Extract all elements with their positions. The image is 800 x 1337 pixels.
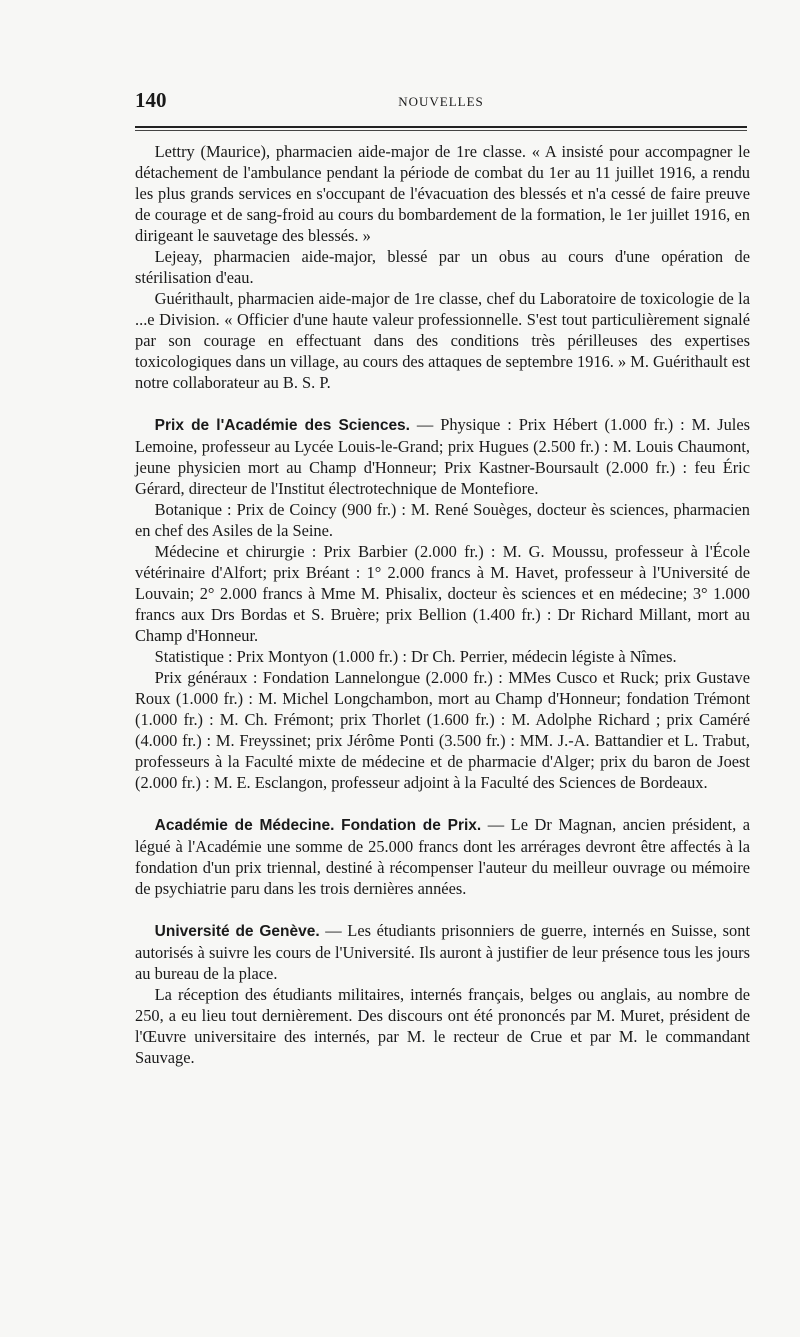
section-academie-sciences [135,414,750,499]
prize-botanique: Botanique : Prix de Coincy (900 fr.) : M. René Souèges, docteur ès sciences, pharmacien en chef des Asiles de la Seine. [135,500,750,540]
section-academie-medecine [135,814,750,899]
header-rule [135,126,747,128]
section-text: — Physique : Prix Hébert (1.000 fr.) : M. Jules Lemoine, professeur au Lycée Louis-le-Grand; prix Hugues (2.500 fr.) : M. Louis Chaumont, jeune physicien mort au Champ d'Honneur; Prix Kastner-Boursault (2.000 fr.) : feu Éric Gérard, directeur de l'Institut électrotechnique de Montefiore. [135,415,750,498]
page-number: 140 [135,88,167,112]
citation-guerithault: Guérithault, pharmacien aide-major de 1re classe, chef du Laboratoire de toxicologie de la ...e Division. « Officier d'une haute valeur professionnelle. S'est tout particulièrement signalé par son courage en effectuant dans des conditions très périlleuses des expertises toxicologiques dans un village, au cours des attaques de septembre 1916. » M. Guérithault est notre collaborateur au B. S. P. [135,289,750,392]
geneve-reception: La réception des étudiants militaires, internés français, belges ou anglais, au nombre de 250, a eu lieu tout dernièrement. Des discours ont été prononcés par M. Muret, président de l'Œuvre universitaire des internés, par M. le recteur de Crue et par M. le commandant Sauvage. [135,985,750,1067]
running-title: NOUVELLES [398,94,484,109]
header-rule-thin [135,130,747,131]
section-title: Prix de l'Académie des Sciences. [154,417,410,434]
section-universite-geneve [135,920,750,984]
citation-lejeay: Lejeay, pharmacien aide-major, blessé par un obus au cours d'une opération de stérilisation d'eau. [135,247,750,287]
section-title: Académie de Médecine. Fondation de Prix. [154,817,482,834]
page-body [135,141,750,1068]
section-text: — Le Dr Magnan, ancien président, a légué à l'Académie une somme de 25.000 francs dont les arrérages devront être affectés à la fondation d'un prix triennal, destiné à récompenser l'auteur du meilleur ouvrage ou mémoire de psychiatrie paru dans les trois dernières années. [135,815,751,898]
citation-lettry: Lettry (Maurice), pharmacien aide-major de 1re classe. « A insisté pour accompagner le détachement de l'ambulance pendant la période de combat du 1er au 11 juillet 1916, a rendu les plus grands services en s'occupant de l'évacuation des blessés et n'a cessé de faire preuve de courage et de sang-froid au cours du bombardement de la formation, le 1er juillet 1916, en dirigeant le sauvetage des blessés. » [135,142,750,245]
page-header [135,88,747,118]
prize-medecine: Médecine et chirurgie : Prix Barbier (2.000 fr.) : M. G. Moussu, professeur à l'École vétérinaire d'Alfort; prix Bréant : 1° 2.000 francs à M. Havet, professeur à l'Université de Louvain; 2° 2.000 francs à Mme M. Phisalix, docteur ès sciences et en médecine; 3° 1.000 francs aux Drs Bordas et S. Bruère; prix Bellion (1.400 fr.) : Dr Richard Millant, mort au Champ d'Honneur. [135,542,750,645]
prize-generaux: Prix généraux : Fondation Lannelongue (2.000 fr.) : MMes Cusco et Ruck; prix Gustave Roux (1.000 fr.) : M. Michel Longchambon, mort au Champ d'Honneur; fondation Trémont (1.000 fr.) : M. Ch. Frémont; prix Thorlet (1.600 fr.) : M. Adolphe Richard ; prix Caméré (4.000 fr.) : M. Freyssinet; prix Jérôme Ponti (3.500 fr.) : MM. J.-A. Battandier et L. Trabut, professeurs à la Faculté mixte de médecine et de pharmacie d'Alger; prix du baron de Joest (2.000 fr.) : M. E. Esclangon, professeur adjoint à la Faculté des Sciences de Bordeaux. [135,668,750,792]
section-title: Université de Genève. [154,923,320,940]
section-text: — Les étudiants prisonniers de guerre, internés en Suisse, sont autorisés à suivre les cours de l'Université. Ils auront à justifier de leur présence tous les jours au bureau de la place. [135,921,750,983]
prize-statistique: Statistique : Prix Montyon (1.000 fr.) : Dr Ch. Perrier, médecin légiste à Nîmes. [154,647,677,666]
